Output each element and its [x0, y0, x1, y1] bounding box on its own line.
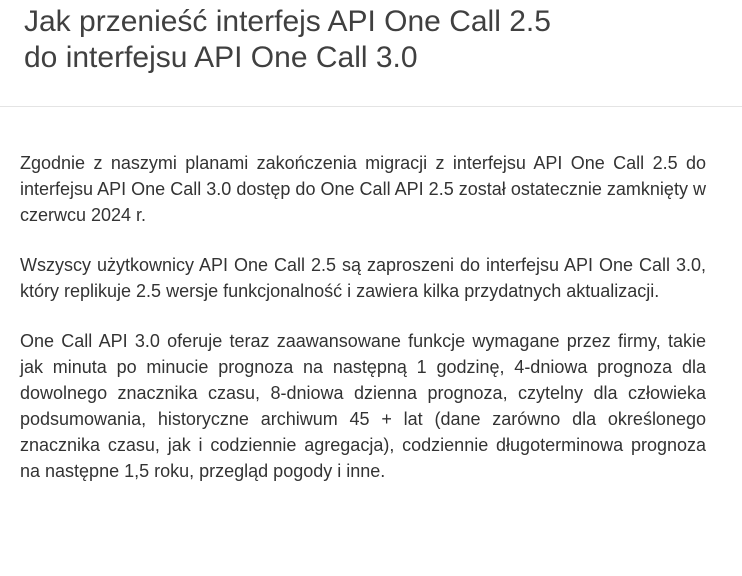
- page-title: [24, 4, 724, 76]
- paragraph-migration-notice: Zgodnie z naszymi planami zakończenia migracji z interfejsu API One Call 2.5 do interfejsu API One Call 3.0 dostęp do One Call API 2.5 został ostatecznie zamknięty w czerwcu 2024 r.: [20, 153, 706, 225]
- page-title-line-1: Jak przenieść interfejs API One Call 2.5: [24, 5, 551, 38]
- paragraph-invitation: Wszyscy użytkownicy API One Call 2.5 są zaproszeni do interfejsu API One Call 3.0, który replikuje 2.5 wersje funkcjonalność i zawiera kilka przydatnych aktualizacji.: [20, 255, 706, 301]
- article-body: [20, 150, 706, 484]
- page-title-line-2: do interfejsu API One Call 3.0: [24, 41, 418, 74]
- title-divider: [0, 106, 742, 107]
- paragraph-features: One Call API 3.0 oferuje teraz zaawansowane funkcje wymagane przez firmy, takie jak minuta po minucie prognoza na następną 1 godzinę, 4-dniowa prognoza dla dowolnego znacznika czasu, 8-dniowa dzienna prognoza, czytelny dla człowieka podsumowania, historyczne archiwum 45 + lat (dane zarówno dla określonego znacznika czasu, jak i codziennie agregacja), codziennie długoterminowa prognoza na następne 1,5 roku, przegląd pogody i inne.: [20, 331, 706, 481]
